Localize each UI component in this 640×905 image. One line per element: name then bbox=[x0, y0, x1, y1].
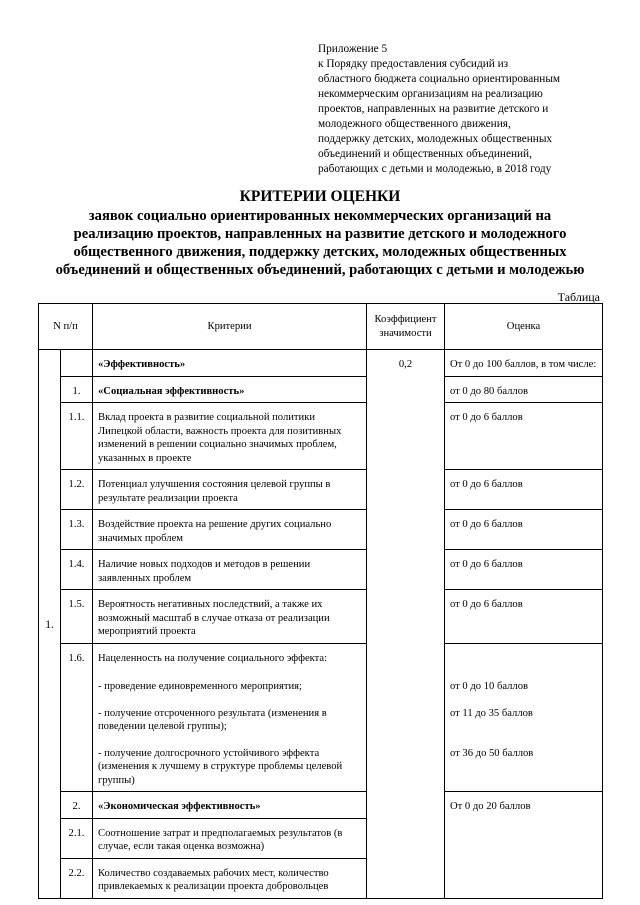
table-row bbox=[39, 550, 603, 590]
row-num: 1.4. bbox=[61, 550, 93, 590]
row-criteria: Вероятность негативных последствий, а также их возможный масштаб в случае отказа от реализации мероприятий проекта bbox=[93, 590, 367, 644]
group-coef: 0,2 bbox=[367, 350, 445, 899]
row-num: 2.1. bbox=[61, 818, 93, 858]
row-criteria: «Экономическая эффективность» bbox=[93, 792, 367, 819]
score-item: от 11 до 35 баллов bbox=[450, 707, 533, 719]
row-num: 1. bbox=[61, 376, 93, 403]
row-num: 1.3. bbox=[61, 510, 93, 550]
row-num: 1.1. bbox=[61, 403, 93, 470]
row-criteria: Наличие новых подходов и методов в решении заявленных проблем bbox=[93, 550, 367, 590]
table-row bbox=[39, 376, 603, 403]
document-title bbox=[30, 188, 610, 279]
title-line: заявок социально ориентированных некоммерческих организаций на bbox=[88, 208, 552, 224]
row-score bbox=[445, 643, 603, 792]
row-criteria: Соотношение затрат и предполагаемых результатов (в случае, если такая оценка возможна) bbox=[93, 818, 367, 858]
row-criteria: «Социальная эффективность» bbox=[93, 376, 367, 403]
row-score: от 0 до 6 баллов bbox=[445, 403, 603, 470]
criteria-item: - получение долгосрочного устойчивого эффекта (изменения к лучшему в структуре проблемы целевой группы) bbox=[98, 747, 343, 786]
group-num: 1. bbox=[39, 350, 61, 899]
appendix-line: объединений и общественных объединений, bbox=[318, 148, 532, 160]
header-score: Оценка bbox=[445, 304, 603, 350]
appendix-line: к Порядку предоставления субсидий из bbox=[318, 58, 509, 70]
row-criteria: Потенциал улучшения состояния целевой группы в результате реализации проекта bbox=[93, 470, 367, 510]
row-criteria: Вклад проекта в развитие социальной политики Липецкой области, важность проекта для позитивных изменений в решении социально значимых проблем, указанных в проекте bbox=[93, 403, 367, 470]
row-score: От 0 до 100 баллов, в том числе: bbox=[445, 350, 603, 377]
row-score: от 0 до 6 баллов bbox=[445, 550, 603, 590]
appendix-block bbox=[318, 42, 618, 177]
appendix-line: областного бюджета социально ориентированным bbox=[318, 73, 561, 85]
row-criteria bbox=[93, 643, 367, 792]
appendix-line: молодежного общественного движения, bbox=[318, 118, 511, 130]
score-item: от 0 до 10 баллов bbox=[450, 681, 529, 692]
title-main: КРИТЕРИИ ОЦЕНКИ bbox=[239, 188, 401, 205]
table-row bbox=[39, 403, 603, 470]
score-item: от 36 до 50 баллов bbox=[450, 747, 534, 759]
row-score: от 0 до 6 баллов bbox=[445, 590, 603, 644]
row-score: от 0 до 80 баллов bbox=[445, 376, 603, 403]
row-num: 1.2. bbox=[61, 470, 93, 510]
table-row bbox=[39, 350, 603, 377]
table-row bbox=[39, 510, 603, 550]
table-row bbox=[39, 590, 603, 644]
appendix-line: поддержку детских, молодежных общественных bbox=[318, 133, 553, 145]
row-num: 1.5. bbox=[61, 590, 93, 644]
criteria-item: - получение отсроченного результата (изменения в поведении целевой группы); bbox=[98, 707, 327, 732]
appendix-line: работающих с детьми и молодежью, в 2018 году bbox=[318, 163, 552, 175]
row-criteria: «Эффективность» bbox=[93, 350, 367, 377]
header-coef: Коэффициент значимости bbox=[367, 304, 445, 350]
row-score: От 0 до 20 баллов bbox=[445, 792, 603, 899]
header-num: N п/п bbox=[39, 304, 93, 350]
criteria-table bbox=[38, 303, 603, 899]
appendix-line: проектов, направленных на развитие детского и bbox=[318, 103, 549, 115]
row-criteria: Количество создаваемых рабочих мест, количество привлекаемых к реализации проекта добровольцев bbox=[93, 858, 367, 898]
title-line: объединений и общественных объединений, работающих с детьми и молодежью bbox=[55, 262, 585, 278]
criteria-heading: Нацеленность на получение социального эффекта: bbox=[98, 652, 328, 664]
row-num: 2. bbox=[61, 792, 93, 819]
row-score: от 0 до 6 баллов bbox=[445, 470, 603, 510]
row-criteria: Воздействие проекта на решение других социально значимых проблем bbox=[93, 510, 367, 550]
criteria-item: - проведение единовременного мероприятия; bbox=[98, 681, 303, 692]
row-num bbox=[61, 350, 93, 377]
title-line: реализацию проектов, направленных на развитие детского и молодежного bbox=[73, 226, 567, 242]
table-row bbox=[39, 792, 603, 819]
table-row bbox=[39, 643, 603, 792]
appendix-line: Приложение 5 bbox=[318, 43, 388, 55]
header-row bbox=[39, 304, 603, 350]
table-row bbox=[39, 470, 603, 510]
row-num: 1.6. bbox=[61, 643, 93, 792]
row-score: от 0 до 6 баллов bbox=[445, 510, 603, 550]
row-num: 2.2. bbox=[61, 858, 93, 898]
title-line: общественного движения, поддержку детских, молодежных общественных bbox=[73, 244, 567, 260]
table-caption: Таблица bbox=[557, 290, 600, 304]
header-criteria: Критерии bbox=[93, 304, 367, 350]
appendix-line: некоммерческим организациям на реализацию bbox=[318, 88, 543, 100]
